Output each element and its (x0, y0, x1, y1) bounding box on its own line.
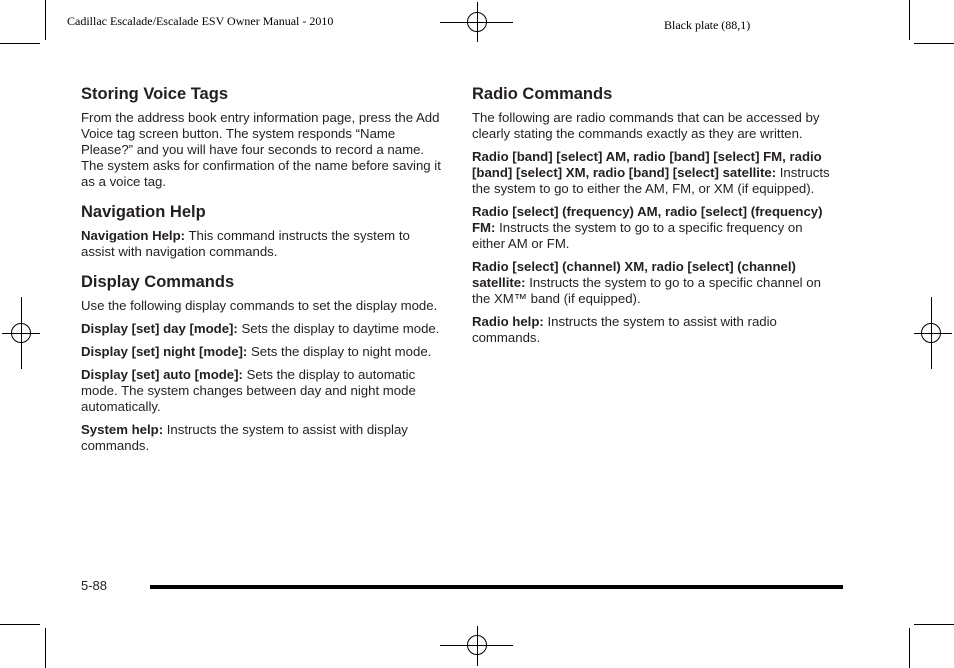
command-term: Radio help: (472, 314, 544, 329)
command-description: This command instructs the system to assist with navigation commands. (81, 228, 410, 259)
command-description: Sets the display to daytime mode. (241, 321, 440, 336)
crop-mark (45, 628, 46, 668)
command-entry (472, 314, 834, 346)
paragraph-text: Use the following display commands to set the display mode. (81, 298, 438, 313)
left-column (81, 84, 443, 454)
right-column (472, 84, 834, 346)
command-entry (472, 259, 834, 307)
command-description: Sets the display to automatic mode. The system changes between day and night mode automatically. (81, 367, 416, 414)
command-term: System help: (81, 422, 164, 437)
paragraph-text: From the address book entry information page, press the Add Voice tag screen button. The system responds “Name Please?” and you will have four seconds to record a name. The system asks for confirmation of the name before saving it as a voice tag. (81, 110, 441, 189)
command-entry (472, 149, 834, 197)
command-entry (81, 321, 443, 337)
section-storing-voice-tags (81, 84, 443, 190)
crop-mark (0, 43, 40, 44)
section-heading: Radio Commands (472, 85, 613, 103)
crop-mark (909, 0, 910, 40)
body-paragraph (81, 110, 443, 190)
command-description: Instructs the system to assist with radio commands. (472, 314, 777, 345)
command-entry (472, 204, 834, 252)
crop-mark (914, 43, 954, 44)
plate-label: Black plate (88,1) (664, 18, 751, 32)
crop-mark (0, 624, 40, 625)
command-term: Display [set] auto [mode]: (81, 367, 243, 382)
command-description: Instructs the system to go to a specific frequency on either AM or FM. (472, 220, 803, 251)
paragraph-text: The following are radio commands that can be accessed by clearly stating the commands exactly as they are written. (472, 110, 820, 141)
command-entry (81, 228, 443, 260)
command-description: Sets the display to night mode. (250, 344, 432, 359)
crop-mark (45, 0, 46, 40)
command-term: Navigation Help: (81, 228, 186, 243)
body-paragraph (472, 110, 834, 142)
command-term: Display [set] day [mode]: (81, 321, 238, 336)
command-description: Instructs the system to go to a specific channel on the XM™ band (if equipped). (472, 275, 821, 306)
section-heading: Display Commands (81, 273, 235, 291)
footer-rule (150, 585, 843, 589)
crop-mark (909, 628, 910, 668)
page-number: 5-88 (81, 578, 108, 593)
command-description: Instructs the system to go to either the AM, FM, or XM (if equipped). (472, 165, 830, 196)
section-radio-commands (472, 84, 834, 346)
crop-mark (914, 624, 954, 625)
command-entry (81, 367, 443, 415)
command-term: Radio [select] (channel) XM, radio [select] (channel) satellite: (472, 259, 796, 290)
command-entry (81, 344, 443, 360)
section-heading: Storing Voice Tags (81, 85, 228, 103)
document-title-header: Cadillac Escalade/Escalade ESV Owner Manual - 2010 (67, 14, 334, 28)
command-term: Radio [select] (frequency) AM, radio [select] (frequency) FM: (472, 204, 823, 235)
body-paragraph (81, 298, 443, 314)
section-display-commands (81, 272, 443, 454)
command-entry (81, 422, 443, 454)
command-term: Display [set] night [mode]: (81, 344, 248, 359)
command-term: Radio [band] [select] AM, radio [band] [select] FM, radio [band] [select] XM, radio [band] [select] satellite: (472, 149, 822, 180)
section-heading: Navigation Help (81, 203, 206, 221)
command-description: Instructs the system to assist with display commands. (81, 422, 408, 453)
section-navigation-help (81, 202, 443, 260)
